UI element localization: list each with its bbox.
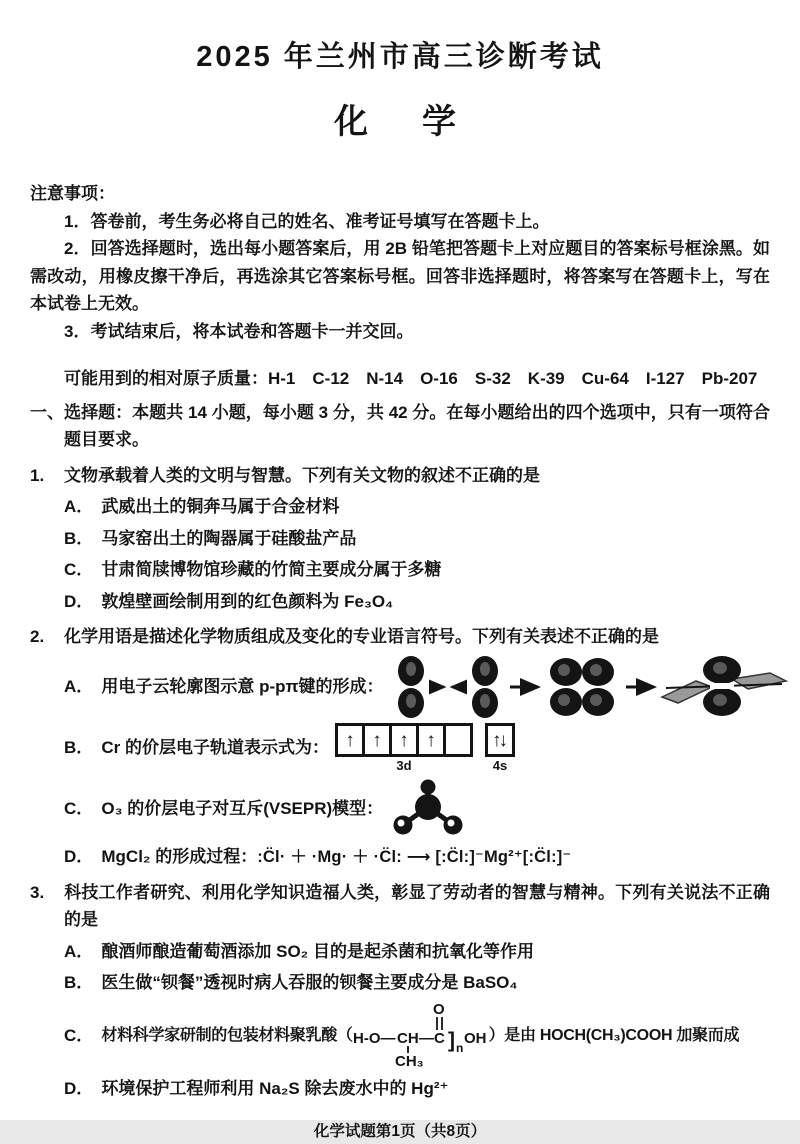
notice-item: 2．回答选择题时，选出每小题答案后，用 2B 铅笔把答题卡上对应题目的答案标号框涂黑。如需改动，用橡皮擦干净后，再选涂其它答案标号框。回答非选择题时，将答案写在答题卡上，写在本试卷上无效。 xyxy=(30,239,770,314)
option-label: B． xyxy=(64,973,94,993)
option-label: B． xyxy=(64,528,94,548)
question-number: 1. xyxy=(30,465,45,485)
question-stem: 3. 科技工作者研究、利用化学知识造福人类，彰显了劳动者的智慧与精神。下列有关说法不正确的是 xyxy=(30,879,770,934)
option-row xyxy=(64,588,770,616)
structure-methyl: CH₃ xyxy=(394,1052,424,1070)
option-label: A． xyxy=(64,941,94,961)
option-row xyxy=(64,556,770,584)
option-text: 用电子云轮廓图示意 p-pπ键的形成： xyxy=(101,677,384,697)
orbital-box: ↑ xyxy=(335,723,365,757)
option-row xyxy=(64,525,770,553)
question-number: 3. xyxy=(30,882,45,902)
page-title: 2025 年兰州市高三诊断考试 xyxy=(196,41,604,73)
structure-c: —C xyxy=(418,1029,445,1047)
subshell-label-3d: 3d xyxy=(396,758,412,774)
structure-oh: OH xyxy=(463,1029,487,1047)
structure-chain-start: H-O— xyxy=(352,1029,396,1047)
question-3 xyxy=(30,879,770,1103)
option-label: A． xyxy=(64,677,94,697)
option-label: D． xyxy=(64,591,94,611)
option-label: C． xyxy=(64,1026,94,1046)
option-label: C． xyxy=(64,798,94,818)
option-row xyxy=(64,655,770,719)
orbital-box xyxy=(443,723,473,757)
option-text: 马家窑出土的陶器属于硅酸盐产品 xyxy=(101,528,357,548)
option-text: 甘肃简牍博物馆珍藏的竹简主要成分属于多糖 xyxy=(101,560,442,580)
option-text: 武威出土的铜奔马属于合金材料 xyxy=(101,497,340,517)
subshell-label-4s: 4s xyxy=(492,758,508,774)
option-label: D． xyxy=(64,1078,94,1098)
orbital-boxes-3d xyxy=(335,723,473,757)
orbital-box-4s: ↑↓ xyxy=(485,723,515,757)
orbital-box: ↑ xyxy=(389,723,419,757)
question-number: 2. xyxy=(30,627,45,647)
page-footer: 化学试题第1页（共8页） xyxy=(313,1122,487,1140)
option-row xyxy=(64,969,770,997)
option-row xyxy=(64,1001,786,1071)
notice-item: 1．答卷前，考生务必将自己的姓名、准考证号填写在答题卡上。 xyxy=(64,211,550,231)
orbital-box-diagram xyxy=(335,723,515,773)
electron-transfer-equation: :C̈l· ＋ ·Mg· ＋ ·C̈l: ⟶ [:C̈l:]⁻Mg²⁺[:C̈l:]⁻ xyxy=(257,847,572,866)
vsepr-model-image xyxy=(389,777,469,839)
pla-structure-image xyxy=(353,1001,489,1071)
question-1 xyxy=(30,462,770,616)
option-text-prefix: 材料科学家研制的包装材料聚乳酸（ xyxy=(101,1027,353,1045)
option-row xyxy=(64,1075,770,1103)
structure-ch: CH xyxy=(396,1029,419,1047)
option-row xyxy=(64,843,770,871)
option-text: MgCl₂ 的形成过程： xyxy=(101,847,258,867)
subject-title: 化 学 xyxy=(334,102,466,141)
option-text: 敦煌壁画绘制用到的红色颜料为 Fe₃O₄ xyxy=(101,591,394,611)
option-text-suffix: ）是由 HOCH(CH₃)COOH 加聚而成 xyxy=(488,1027,740,1045)
section-heading: 一、选择题：本题共 14 小题，每小题 3 分，共 42 分。在每小题给出的四个选项中，只有一项符合题目要求。 xyxy=(30,402,770,450)
option-text: 医生做“钡餐”透视时病人吞服的钡餐主要成分是 BaSO₄ xyxy=(101,973,518,993)
option-text: 酿酒师酿造葡萄酒添加 SO₂ 目的是起杀菌和抗氧化等作用 xyxy=(101,941,534,961)
option-label: C． xyxy=(64,560,94,580)
option-text: 环境保护工程师利用 Na₂S 除去废水中的 Hg²⁺ xyxy=(101,1078,449,1098)
structure-bracket: ] xyxy=(447,1028,455,1052)
orbital-box: ↑ xyxy=(362,723,392,757)
notice-heading: 注意事项： xyxy=(30,184,115,204)
question-stem: 2. 化学用语是描述化学物质组成及变化的专业语言符号。下列有关表述不正确的是 xyxy=(30,623,770,651)
option-row xyxy=(64,493,770,521)
option-row xyxy=(64,777,770,839)
option-row xyxy=(64,938,770,966)
question-2 xyxy=(30,623,770,870)
option-label: A． xyxy=(64,497,94,517)
atomic-masses-line: 可能用到的相对原子质量：H-1 C-12 N-14 O-16 S-32 K-39 Cu-64 I-127 Pb-207 xyxy=(64,369,758,389)
option-label: B． xyxy=(64,738,94,758)
structure-subscript-n: n xyxy=(455,1040,463,1055)
orbital-box: ↑ xyxy=(416,723,446,757)
p-orbital-overlap-image xyxy=(390,655,788,719)
option-label: D． xyxy=(64,847,94,867)
option-text: Cr 的价层电子轨道表示式为： xyxy=(101,738,330,758)
question-stem: 1. 文物承载着人类的文明与智慧。下列有关文物的叙述不正确的是 xyxy=(30,462,770,490)
structure-carbonyl-o: O xyxy=(432,1000,445,1018)
option-text: O₃ 的价层电子对互斥(VSEPR)模型： xyxy=(101,798,384,818)
option-row xyxy=(64,723,770,773)
notice-item: 3．考试结束后，将本试卷和答题卡一并交回。 xyxy=(64,321,414,341)
